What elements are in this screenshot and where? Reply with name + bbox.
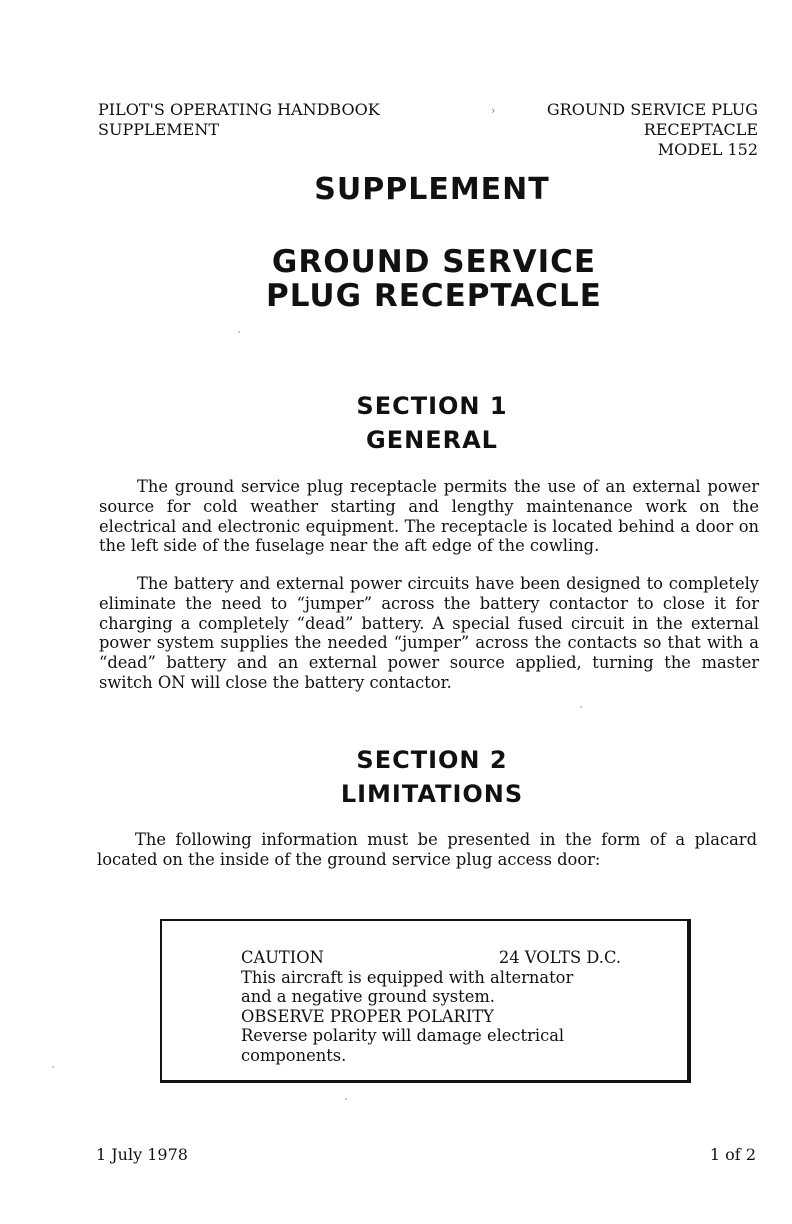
revision-date: 1 July 1978 (96, 1145, 188, 1164)
supplement-topic-line1: GROUND SERVICE PLUG (546, 100, 758, 119)
document-title-line2: PLUG RECEPTACLE (266, 278, 602, 314)
section1-name: GENERAL (366, 426, 498, 454)
section2-name: LIMITATIONS (340, 780, 524, 808)
supplement-topic-line2: RECEPTACLE (643, 120, 758, 139)
placard-voltage: 24 VOLTS D.C. (498, 948, 621, 967)
document-title (38, 245, 792, 313)
section1-heading (36, 389, 792, 457)
placard-text (241, 948, 621, 1066)
scan-speck (52, 1066, 54, 1068)
placard-line: Reverse polarity will damage electrical (241, 1026, 565, 1046)
general-paragraph-2: The battery and external power circuits have been designed to completely eliminate the need to “jumper” across the battery contactor to close it for charging a completely “dead” battery. A special fused circuit in the external power system supplies the needed “jumper” across the contacts so that with a “dead” battery and an external power source applied, turning the master switch ON will close the battery contactor. (99, 574, 759, 692)
placard-caution-row (241, 948, 621, 968)
limitations-paragraph: The following information must be presented in the form of a placard located on the inside of the ground service plug access door: (97, 830, 757, 869)
section1-number: SECTION 1 (356, 392, 508, 420)
scan-mark-icon: › (491, 104, 496, 117)
handbook-subtitle: SUPPLEMENT (98, 120, 220, 139)
scan-speck (238, 331, 240, 333)
page-number: 1 of 2 (709, 1145, 756, 1164)
placard-caution: CAUTION (241, 948, 324, 967)
general-paragraph-1: The ground service plug receptacle permits the use of an external power source for cold weather starting and lengthy maintenance work on the electrical and electronic equipment. The receptacle is located behind a door on the left side of the fuselage near the aft edge of the cowling. (99, 477, 759, 556)
placard-line: This aircraft is equipped with alternator (241, 967, 574, 987)
header-right (547, 100, 758, 160)
section2-heading (36, 743, 792, 811)
supplement-heading: SUPPLEMENT (314, 172, 550, 207)
header-left (98, 100, 380, 140)
aircraft-model: MODEL 152 (657, 140, 758, 159)
scan-speck (580, 706, 582, 708)
placard-line: OBSERVE PROPER POLARITY (241, 1006, 494, 1026)
scan-speck (345, 1098, 347, 1100)
placard-line: and a negative ground system. (241, 987, 495, 1007)
placard-box (160, 919, 691, 1083)
section2-number: SECTION 2 (356, 746, 508, 774)
document-title-line1: GROUND SERVICE (271, 244, 597, 280)
placard-line: components. (241, 1045, 347, 1065)
handbook-title: PILOT'S OPERATING HANDBOOK (98, 100, 380, 119)
